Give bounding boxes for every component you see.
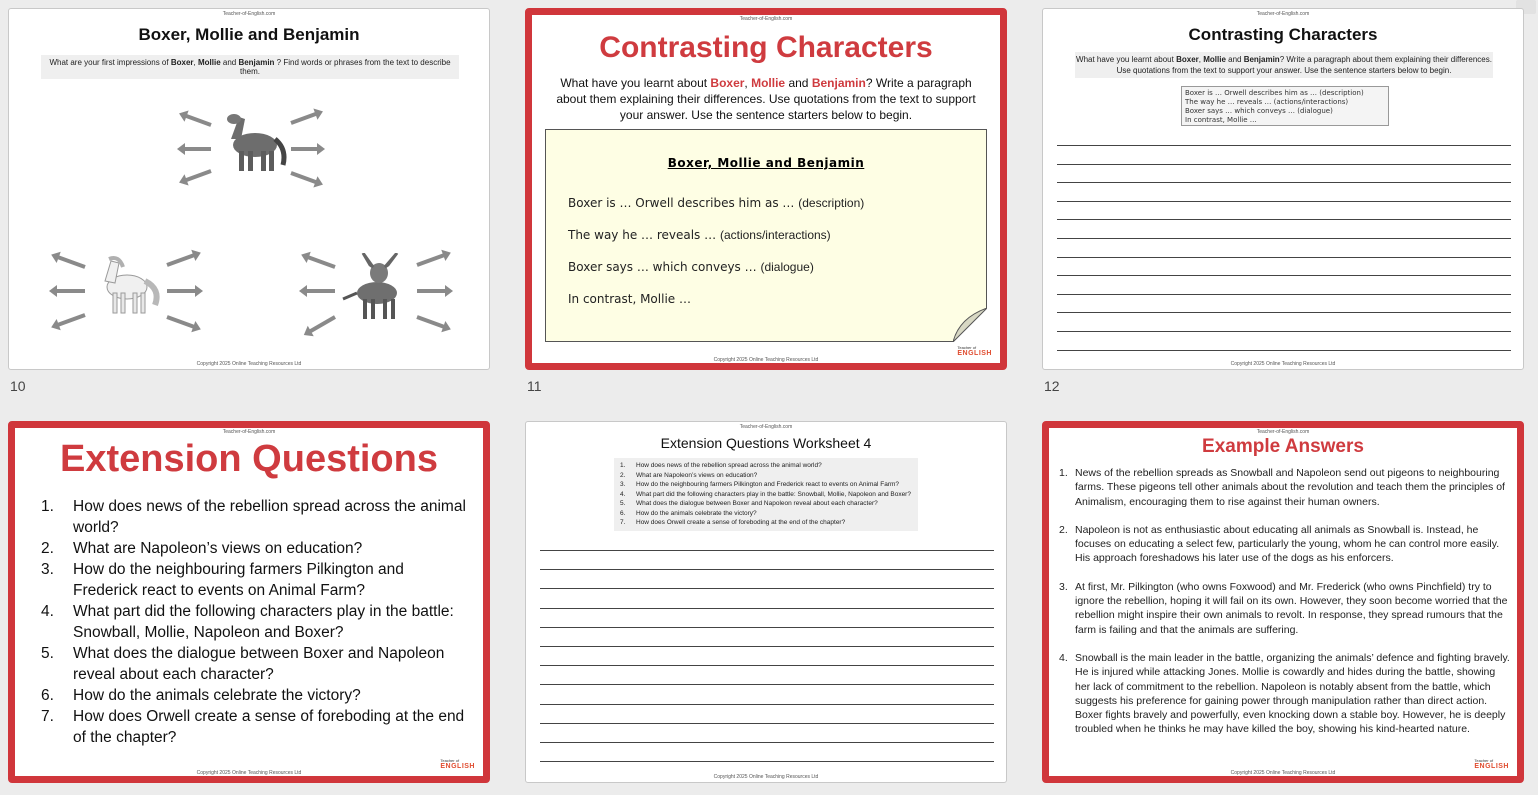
list-item: 1. How does news of the rebellion spread across the animal world? [620, 462, 822, 469]
slide-thumbnail-15[interactable] [1042, 421, 1524, 783]
question-list [41, 496, 471, 748]
starter-item: Boxer says … which conveys … (dialogue) [568, 260, 814, 274]
slide-title: Boxer, Mollie and Benjamin [138, 25, 360, 44]
arrow-icon [183, 147, 211, 151]
list-item: 4. Snowball is the main leader in the battle, organizing the animals’ defence and fighting bravely. He is injured while attacking Jones. Mollie is cowardly and hides during the battle, showing her lack of commitment to the rebellion. Napoleon is notably absent from the battle, which suggests his preference for gaining power through manipulation rather than direct action. Boxer fights bravely and powerfully, even knocking down a stable boy. However, he is deeply troubled when he thinks he may have killed the boy, showing his kind-hearted nature. [1059, 651, 1510, 736]
slide-intro: What have you learnt about Boxer, Mollie and Benjamin? Write a paragraph about them explaining their differences. Use quotations from the text to support your answer. Use the sentence starters below to begin. [1075, 52, 1493, 78]
slide-number: 12 [1044, 378, 1060, 394]
arrow-icon [417, 289, 447, 293]
starter-item: In contrast, Mollie … [568, 292, 691, 306]
slide-footer: Copyright 2025 Online Teaching Resources Ltd [196, 770, 302, 776]
slide-title: Contrasting Characters [1188, 25, 1378, 44]
list-item: 3. How do the neighbouring farmers Pilkington and Frederick react to events on Animal Farm? [620, 481, 900, 488]
arrow-icon [184, 114, 212, 127]
arrow-icon [290, 112, 318, 125]
arrow-icon [167, 289, 197, 293]
slide-thumbnail-12[interactable] [1042, 8, 1524, 370]
slide-header: Teacher-of-English.com [222, 429, 276, 435]
list-item: 2. Napoleon is not as enthusiastic about educating all animals as Snowball is. Instead, he focuses on educating a select few, particularly the young, whom he can control more easily. His approach foreshadows his later use of the dogs as his enforcers. [1059, 523, 1500, 565]
sentence-starters-note [545, 129, 987, 342]
list-item: 4. What part did the following characters play in the battle: Snowball, Mollie, Napoleon and Boxer? [620, 490, 911, 498]
arrow-icon [55, 289, 85, 293]
list-item: 5. What does the dialogue between Boxer and Napoleon reveal about each character? [620, 500, 878, 507]
arrow-icon [184, 169, 212, 182]
list-item: 2. What are Napoleon’s views on education? [620, 471, 758, 479]
sentence-starters-note [1181, 86, 1389, 126]
starter-item: The way he … reveals … (actions/interactions) [1185, 98, 1349, 106]
list-item: 1. News of the rebellion spreads as Snowball and Napoleon send out pigeons to neighbouring farms. These pigeons tell other animals about the revolution and teach them the principles of Animalism, encouraging them to rise against their human owners. [1059, 467, 1505, 508]
note-title: Boxer, Mollie and Benjamin [667, 156, 865, 170]
mare-illustration [91, 253, 161, 319]
arrow-icon [290, 171, 318, 184]
brand-logo: Teacher of ENGLISH [957, 345, 992, 357]
slide-header: Teacher-of-English.com [1256, 429, 1310, 435]
slide-header: Teacher-of-English.com [1256, 11, 1310, 17]
starter-item: Boxer says … which conveys … (dialogue) [1185, 107, 1333, 115]
starter-item: Boxer is … Orwell describes him as … (description) [1185, 89, 1364, 97]
brand-logo: Teacher of ENGLISH [1474, 758, 1509, 770]
arrow-icon [416, 315, 446, 329]
list-item: 7. How does Orwell create a sense of foreboding at the end of the chapter? [620, 519, 846, 526]
slide-prompt: What are your first impressions of Boxer, Mollie and Benjamin ? Find words or phrases from the text to describe them. [41, 55, 459, 79]
arrow-icon [56, 255, 86, 269]
starter-item: The way he … reveals … (actions/interactions) [568, 228, 831, 242]
list-item: 7. How does Orwell create a sense of foreboding at the end of the chapter? [41, 708, 465, 746]
arrow-icon [166, 253, 196, 267]
slide-header: Teacher-of-English.com [739, 424, 793, 430]
slide-thumbnail-10[interactable] [8, 8, 490, 370]
slide-header: Teacher-of-English.com [739, 16, 793, 22]
slide-thumbnail-13[interactable] [8, 421, 490, 783]
list-item: 4. What part did the following characters play in the battle: Snowball, Mollie, Napoleon and Boxer? [41, 603, 454, 641]
slide-footer: Copyright 2025 Online Teaching Resources Ltd [196, 361, 302, 367]
starter-item: In contrast, Mollie … [1185, 116, 1257, 124]
slide-title: Contrasting Characters [599, 31, 933, 64]
slide-header: Teacher-of-English.com [222, 11, 276, 17]
arrow-icon [306, 255, 336, 269]
slide-thumbnail-11-selected[interactable] [525, 8, 1007, 370]
slide-intro: What have you learnt about Boxer, Mollie and Benjamin? Write a paragraph about them explaining their differences. Use quotations from the text to support your answer. Use the sentence starters below to begin. [556, 76, 976, 122]
list-item: 3. At first, Mr. Pilkington (who owns Foxwood) and Mr. Frederick (who owns Pinchfield) try to ignore the rebellion, hoping it will fail on its own. However, they soon become worried that the rebellion might inspire their own animals to revolt. In response, they spread rumours that the farm is failing and that the animals are suffering. [1059, 580, 1508, 636]
starter-item: Boxer is … Orwell describes him as … (description) [568, 196, 865, 210]
slide-title: Extension Questions [60, 438, 438, 480]
slide-footer: Copyright 2025 Online Teaching Resources Ltd [1230, 361, 1336, 367]
arrow-icon [308, 315, 336, 333]
slide-number: 10 [10, 378, 26, 394]
arrow-icon [291, 147, 319, 151]
page-curl-icon [953, 308, 987, 342]
slide-footer: Copyright 2025 Online Teaching Resources Ltd [1230, 770, 1336, 776]
brand-logo: Teacher of ENGLISH [440, 758, 475, 770]
question-list [614, 458, 918, 531]
list-item: 2. What are Napoleon’s views on education? [41, 540, 363, 557]
answer-list [1059, 466, 1511, 737]
list-item: 6. How do the animals celebrate the victory? [620, 509, 757, 517]
list-item: 1. How does news of the rebellion spread across the animal world? [41, 498, 466, 536]
slide-footer: Copyright 2025 Online Teaching Resources Ltd [713, 357, 819, 363]
horse-illustration [217, 109, 287, 175]
slide-thumbnail-14[interactable] [525, 421, 1007, 783]
donkey-illustration [339, 253, 409, 323]
starter-list [568, 196, 864, 324]
slide-title: Extension Questions Worksheet 4 [660, 435, 872, 451]
arrow-icon [305, 289, 335, 293]
slide-title: Example Answers [1202, 436, 1364, 457]
list-item: 3. How do the neighbouring farmers Pilkington and Frederick react to events on Animal Farm? [41, 561, 404, 599]
list-item: 6. How do the animals celebrate the victory? [41, 687, 361, 704]
writing-lines [540, 550, 994, 780]
slide-number: 11 [527, 378, 542, 394]
arrow-icon [416, 253, 446, 267]
slide-footer: Copyright 2025 Online Teaching Resources Ltd [713, 774, 819, 780]
arrow-icon [56, 313, 86, 327]
arrow-icon [166, 315, 196, 329]
writing-lines [1057, 145, 1511, 368]
list-item: 5. What does the dialogue between Boxer and Napoleon reveal about each character? [41, 645, 445, 683]
